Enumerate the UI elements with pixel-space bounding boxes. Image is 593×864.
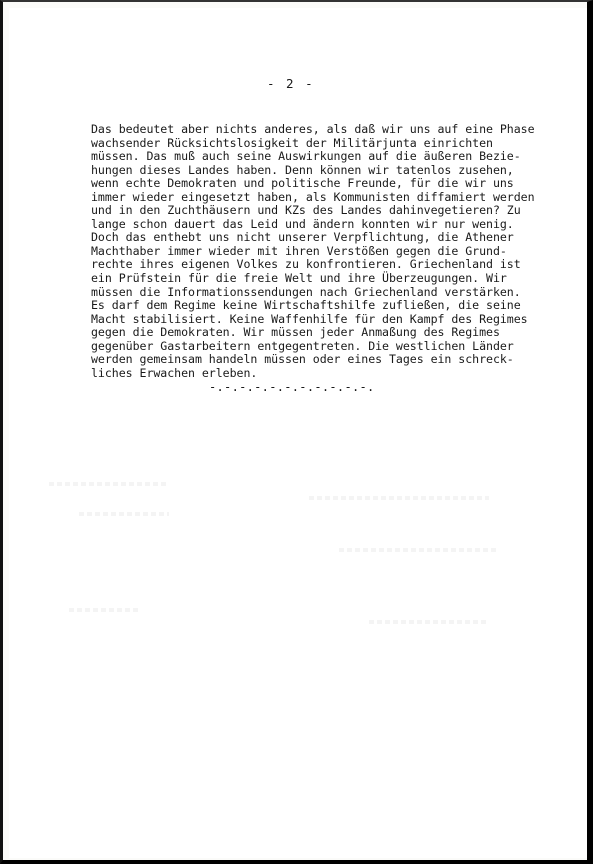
text-line: Doch das enthebt uns nicht unserer Verpflichtung, die Athener [91, 230, 514, 245]
text-line: müssen die Informationssendungen nach Griechenland verstärken. [91, 284, 521, 299]
bleed-through-mark [49, 482, 169, 486]
body-paragraph [91, 123, 551, 380]
text-line: wachsender Rücksichtslosigkeit der Militärjunta einrichten [91, 135, 493, 150]
section-separator: -.-.-.-.-.-.-.-.-.-.-. [209, 380, 375, 394]
bleed-through-mark [79, 512, 169, 516]
bleed-through-mark [69, 608, 139, 612]
text-line: werden gemeinsam handeln müssen oder eines Tages ein schreck- [91, 352, 514, 367]
document-page [9, 8, 587, 858]
text-line: Das bedeutet aber nichts anderes, als daß wir uns auf eine Phase [91, 122, 535, 136]
bleed-through-mark [339, 548, 499, 552]
text-line: Macht stabilisiert. Keine Waffenhilfe für den Kampf des Regimes [91, 311, 528, 326]
text-line: liches Erwachen erleben. [91, 365, 258, 380]
text-line: und in den Zuchthäusern und KZs des Landes dahinvegetieren? Zu [91, 203, 521, 218]
text-line: Machthaber immer wieder mit ihren Verstößen gegen die Grund- [91, 243, 507, 258]
bleed-through-mark [369, 620, 489, 624]
text-line: wenn echte Demokraten und politische Freunde, für die wir uns [91, 176, 514, 191]
text-line: hungen dieses Landes haben. Denn können wir tatenlos zusehen, [91, 162, 514, 177]
text-line: gegen die Demokraten. Wir müssen jeder Anmaßung des Regimes [91, 325, 500, 340]
text-line: ein Prüfstein für die freie Welt und ihre Überzeugungen. Wir [91, 271, 507, 286]
bleed-through-mark [309, 496, 489, 500]
text-line: immer wieder eingesetzt haben, als Kommunisten diffamiert werden [91, 189, 535, 204]
text-line: Es darf dem Regime keine Wirtschaftshilfe zufließen, die seine [91, 298, 521, 313]
text-line: müssen. Das muß auch seine Auswirkungen auf die äußeren Bezie- [91, 149, 521, 164]
page-number: - 2 - [267, 76, 315, 91]
text-line: gegenüber Gastarbeitern entgegentreten. Die westlichen Länder [91, 338, 514, 353]
text-line: rechte ihres eigenen Volkes zu konfrontieren. Griechenland ist [91, 257, 521, 272]
text-line: lange schon dauert das Leid und ändern konnten wir nur wenig. [91, 216, 514, 231]
